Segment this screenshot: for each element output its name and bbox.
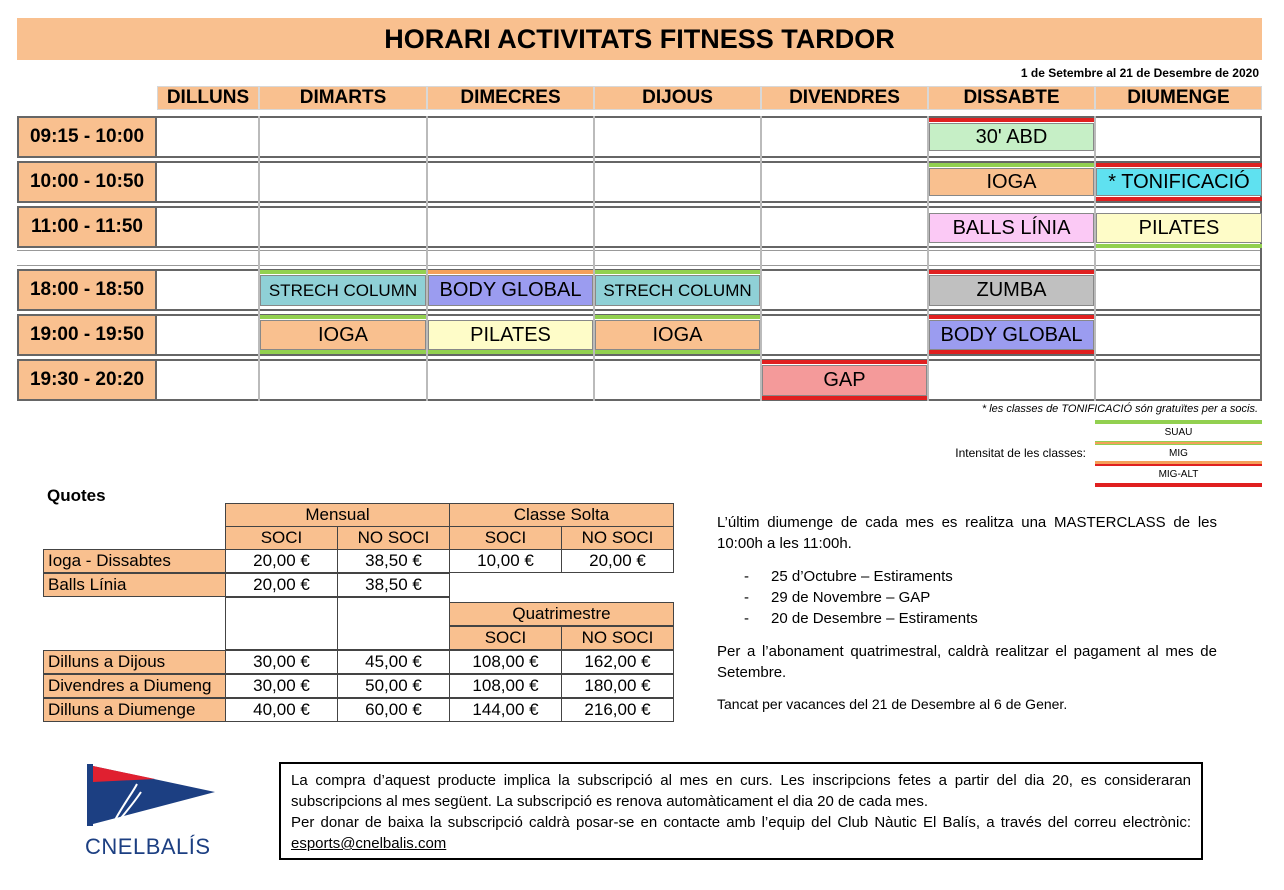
activity-strech-column: STRECH COLUMN	[595, 275, 760, 306]
price-cell: 20,00 €	[225, 573, 338, 597]
price-cell: 108,00 €	[449, 650, 562, 674]
list-item	[744, 566, 1224, 587]
grid-line	[258, 116, 260, 401]
tonificacio-note: * les classes de TONIFICACIÓ són gratuïtes per a socis.	[981, 403, 1258, 415]
grid-line	[1260, 116, 1262, 401]
intensity-bar-red	[1096, 163, 1262, 167]
masterclass-info: L’últim diumenge de cada mes es realitza una MASTERCLASS de les 10:00h a les 11:00h.	[717, 514, 1217, 552]
legend-suau: SUAU	[1164, 426, 1193, 438]
price-cell: 10,00 €	[449, 549, 562, 573]
email-link[interactable]: esports@cnelbalis.com	[291, 835, 447, 852]
activity-strech-column: STRECH COLUMN	[260, 275, 426, 306]
activity-body-global: BODY GLOBAL	[428, 275, 593, 306]
row-label: Dilluns a Dijous	[43, 650, 226, 674]
price-cell: 162,00 €	[561, 650, 674, 674]
schedule-row-bg	[157, 359, 1262, 401]
schedule-gap-row	[17, 250, 1262, 266]
col-group-quatrimestre: Quatrimestre	[449, 602, 674, 626]
activity-balls-linia: BALLS LÍNIA	[929, 213, 1094, 243]
col-group-classe-solta: Classe Solta	[449, 503, 674, 527]
price-cell: 50,00 €	[337, 674, 450, 698]
day-header-monday: DILLUNS	[157, 86, 259, 110]
intensity-bar-green	[929, 163, 1094, 167]
quatrimestral-info: Per a l’abonament quatrimestral, caldrà realitzar el pagament al mes de Setembre.	[717, 643, 1217, 681]
activity-tonificacio: * TONIFICACIÓ	[1096, 168, 1262, 196]
time-slot: 11:00 - 11:50	[17, 206, 157, 248]
price-cell: 216,00 €	[561, 698, 674, 722]
intensity-bar-green	[595, 350, 760, 354]
activity-ioga: IOGA	[929, 168, 1094, 196]
list-dash: -	[744, 589, 749, 606]
price-cell: 30,00 €	[225, 650, 338, 674]
price-cell: 38,50 €	[337, 549, 450, 573]
masterclass-date: 29 de Novembre – GAP	[771, 589, 931, 606]
intensity-bar-red	[929, 270, 1094, 274]
masterclass-date: 25 d’Octubre – Estiraments	[771, 568, 953, 585]
club-logo-text	[85, 834, 211, 860]
logo-text-rest: ELBALÍS	[117, 834, 211, 859]
empty-cell	[337, 597, 450, 650]
grid-line	[927, 116, 929, 401]
page-title: HORARI ACTIVITATS FITNESS TARDOR	[17, 18, 1262, 60]
legend-mig: MIG	[1169, 447, 1188, 459]
activity-ioga: IOGA	[595, 320, 760, 350]
day-header-sunday: DIUMENGE	[1095, 86, 1262, 110]
masterclass-dates	[744, 566, 1224, 629]
col-group-mensual: Mensual	[225, 503, 450, 527]
price-cell: 20,00 €	[225, 549, 338, 573]
activity-30-abd: 30' ABD	[929, 123, 1094, 151]
time-slot: 19:00 - 19:50	[17, 314, 157, 356]
activity-gap: GAP	[762, 365, 927, 396]
col-header-no-soci: NO SOCI	[337, 526, 450, 550]
intensity-bar-red	[929, 315, 1094, 319]
notice-contact	[291, 812, 1191, 854]
grid-line	[1094, 116, 1096, 401]
col-header-soci: SOCI	[225, 526, 338, 550]
intensity-bar-red	[929, 118, 1094, 122]
intensity-bar-red	[762, 360, 927, 364]
closed-info: Tancat per vacances del 21 de Desembre al 6 de Gener.	[717, 696, 1068, 712]
time-slot: 19:30 - 20:20	[17, 359, 157, 401]
row-label: Balls Línia	[43, 573, 226, 597]
col-header-no-soci: NO SOCI	[561, 526, 674, 550]
masterclass-date: 20 de Desembre – Estiraments	[771, 610, 978, 627]
intensity-bar-red	[762, 396, 927, 400]
col-header-soci: SOCI	[449, 526, 562, 550]
quotes-title: Quotes	[47, 486, 106, 505]
grid-line	[760, 116, 762, 401]
price-cell: 45,00 €	[337, 650, 450, 674]
list-item	[744, 587, 1224, 608]
grid-line	[593, 116, 595, 401]
subscription-notice	[279, 762, 1203, 860]
day-header-wednesday: DIMECRES	[427, 86, 594, 110]
intensity-bar-red	[1096, 197, 1262, 201]
intensity-bar-red	[929, 350, 1094, 354]
activity-body-global: BODY GLOBAL	[929, 320, 1094, 350]
day-header-thursday: DIJOUS	[594, 86, 761, 110]
day-header-saturday: DISSABTE	[928, 86, 1095, 110]
activity-zumba: ZUMBA	[929, 275, 1094, 306]
price-cell: 40,00 €	[225, 698, 338, 722]
activity-ioga: IOGA	[260, 320, 426, 350]
schedule-row-bg	[157, 116, 1262, 158]
intensity-bar-green	[595, 270, 760, 274]
intensity-bar-green	[595, 315, 760, 319]
price-cell: 38,50 €	[337, 573, 450, 597]
logo-text-cn: CN	[85, 834, 118, 859]
time-slot: 18:00 - 18:50	[17, 269, 157, 311]
notice-text: La compra d’aquest producte implica la subscripció al mes en curs. Les inscripcions fetes a partir del dia 20, es consideraran subscripcions al mes següent. La subscripció es renova automàticament el dia 20 de cada mes.	[291, 772, 1191, 810]
time-slot: 09:15 - 10:00	[17, 116, 157, 158]
legend-mig-alt: MIG-ALT	[1158, 468, 1199, 480]
price-cell: 108,00 €	[449, 674, 562, 698]
time-slot: 10:00 - 10:50	[17, 161, 157, 203]
date-range: 1 de Setembre al 21 de Desembre de 2020	[1020, 66, 1259, 80]
activity-pilates: PILATES	[428, 320, 593, 350]
price-cell: 180,00 €	[561, 674, 674, 698]
list-item	[744, 608, 1224, 629]
legend-bar-red	[1095, 483, 1262, 487]
activity-pilates: PILATES	[1096, 213, 1262, 243]
intensity-bar-green	[260, 315, 426, 319]
intensity-bar-green	[260, 350, 426, 354]
list-dash: -	[744, 610, 749, 627]
col-header-no-soci: NO SOCI	[561, 626, 674, 650]
empty-cell	[225, 597, 338, 650]
notice-contact-text: Per donar de baixa la subscripció caldrà posar-se en contacte amb l’equip del Club Nàutic El Balís, a través del correu electrònic:	[291, 814, 1191, 831]
day-header-friday: DIVENDRES	[761, 86, 928, 110]
row-label: Ioga - Dissabtes	[43, 549, 226, 573]
row-label: Dilluns a Diumenge	[43, 698, 226, 722]
intensity-bar-green	[260, 270, 426, 274]
intensity-label: Intensitat de les classes:	[955, 446, 1086, 460]
list-dash: -	[744, 568, 749, 585]
intensity-bar-orange	[428, 270, 593, 274]
intensity-bar-green	[428, 350, 593, 354]
grid-line	[426, 116, 428, 401]
price-cell: 20,00 €	[561, 549, 674, 573]
row-label: Divendres a Diumeng	[43, 674, 226, 698]
price-cell: 60,00 €	[337, 698, 450, 722]
col-header-soci: SOCI	[449, 626, 562, 650]
day-header-tuesday: DIMARTS	[259, 86, 427, 110]
price-cell: 144,00 €	[449, 698, 562, 722]
intensity-bar-green	[1096, 244, 1262, 248]
price-cell: 30,00 €	[225, 674, 338, 698]
